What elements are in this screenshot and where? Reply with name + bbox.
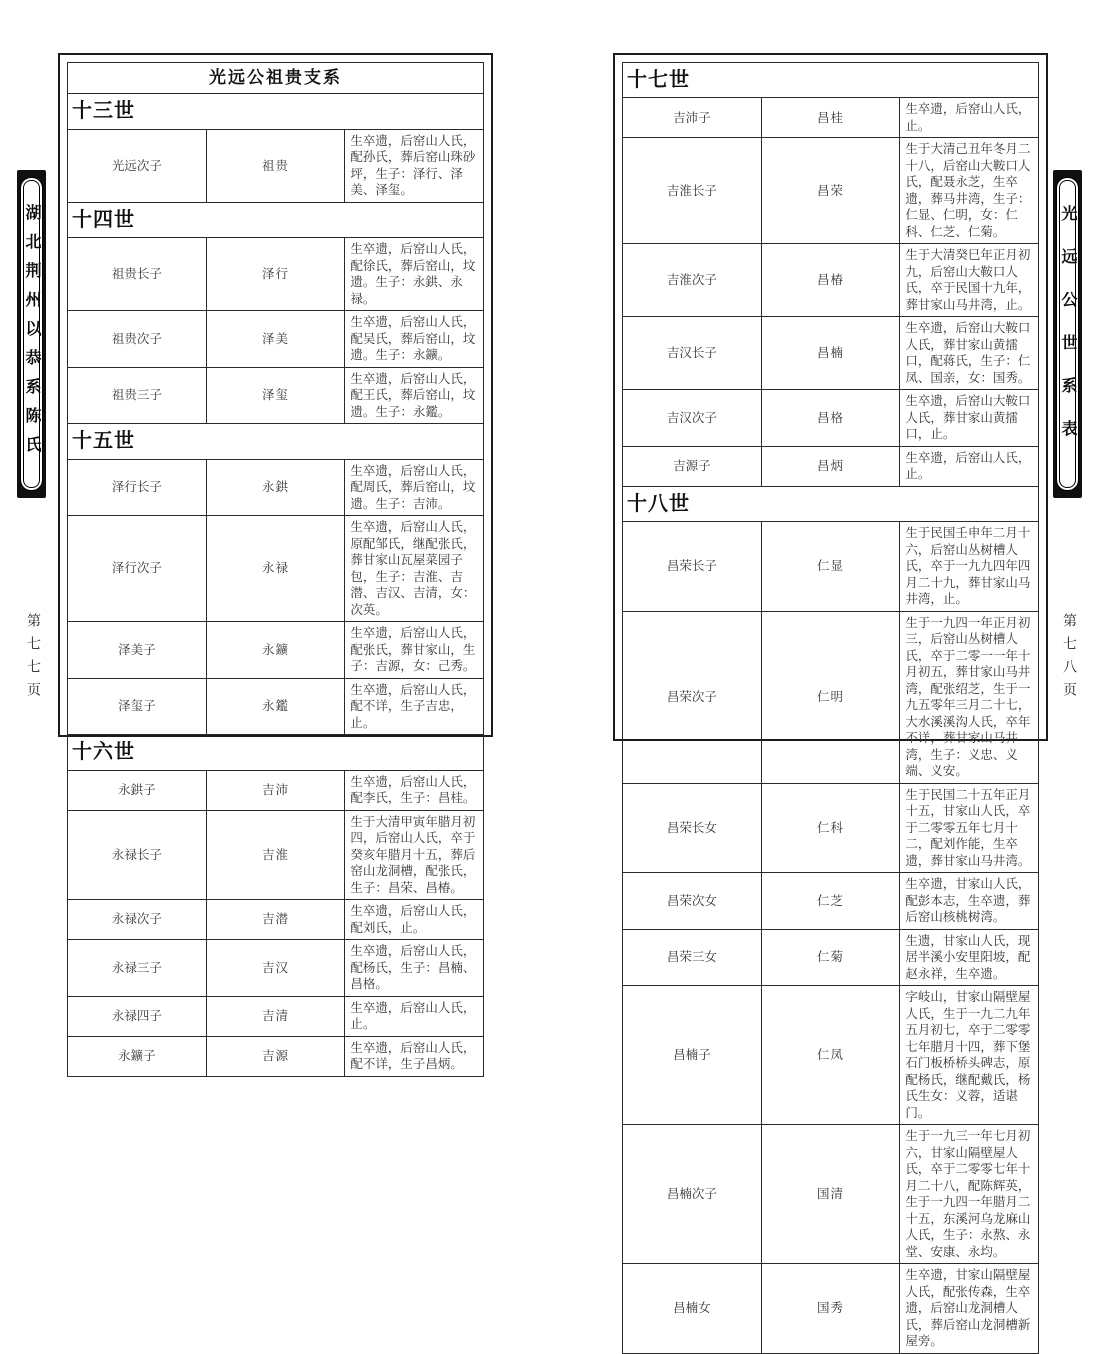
table-row	[68, 459, 484, 516]
relation-cell: 泽行长子	[68, 459, 207, 516]
detail-cell: 生于民国壬申年二月十六，后窑山丛树槽人氏，卒于一九九四年四月二十九，葬甘家山马井湾，止。	[900, 522, 1039, 612]
relation-cell: 永鉷子	[68, 770, 207, 810]
name-cell: 吉清	[206, 996, 345, 1036]
name-cell: 昌炳	[761, 446, 900, 486]
detail-cell: 生于大清甲寅年腊月初四，后窑山人氏，卒于癸亥年腊月十五，葬后窑山龙洞槽，配张氏，生子：昌荣、昌椿。	[345, 810, 484, 900]
left-volume-label	[17, 170, 46, 498]
generation-18-heading: 十八世	[623, 486, 1039, 521]
table-row	[623, 611, 1039, 783]
relation-cell: 吉汉次子	[623, 390, 762, 447]
table-row	[623, 317, 1039, 390]
detail-cell: 生卒遗，后窑山人氏，配李氏，生子：昌桂。	[345, 770, 484, 810]
table-row	[68, 810, 484, 900]
name-cell: 吉汉	[206, 940, 345, 997]
detail-cell: 生卒遗，后窑山人氏，配杨氏，生子：昌楠、昌格。	[345, 940, 484, 997]
right-genealogy-table	[622, 62, 1039, 1354]
relation-cell: 祖贵长子	[68, 238, 207, 311]
generation-heading-row	[68, 202, 484, 237]
relation-cell: 昌荣次子	[623, 611, 762, 783]
table-row	[68, 770, 484, 810]
detail-cell: 生卒遗，后窑山人氏，配不详，生子昌炳。	[345, 1036, 484, 1076]
detail-cell: 生于民国二十五年正月十五，甘家山人氏，卒于二零零五年七月十二，配刘作能，生卒遗，葬甘家山马井湾。	[900, 783, 1039, 873]
right-volume-label-panel	[1056, 177, 1079, 491]
left-genealogy-table	[67, 62, 484, 1077]
table-row	[623, 98, 1039, 138]
name-cell: 国清	[761, 1125, 900, 1264]
detail-cell: 生卒遗，后窑山人氏，配徐氏，葬后窑山，坟遗。生子：永鉷、永禄。	[345, 238, 484, 311]
generation-16-heading: 十六世	[68, 735, 484, 770]
detail-cell: 生卒遗，后窑山人氏，配张氏，葬甘家山，生子：吉源，女：己秀。	[345, 622, 484, 679]
relation-cell: 昌荣长女	[623, 783, 762, 873]
detail-cell: 生卒遗，后窑山人氏，配吴氏，葬后窑山，坟遗。生子：永鑛。	[345, 311, 484, 368]
detail-cell: 生于一九三一年七月初六，甘家山隔壁屋人氏，卒于二零零七年十月二十八，配陈辉英，生于一九四一年腊月二十五，东溪河乌龙麻山人氏，生子：永熬、永堂、安康、永均。	[900, 1125, 1039, 1264]
right-page	[613, 53, 1048, 1349]
generation-heading-row	[68, 735, 484, 770]
detail-cell: 生于大清癸巳年正月初九，后窑山大鞍口人氏，卒于民国十九年，葬甘家山马井湾，止。	[900, 244, 1039, 317]
relation-cell: 吉源子	[623, 446, 762, 486]
name-cell: 泽玺	[206, 367, 345, 424]
name-cell: 吉淮	[206, 810, 345, 900]
relation-cell: 昌荣次女	[623, 873, 762, 930]
name-cell: 永禄	[206, 516, 345, 622]
relation-cell: 昌荣三女	[623, 929, 762, 986]
name-cell: 仁菊	[761, 929, 900, 986]
detail-cell: 生卒遗，后窑山大鞍口人氏，葬甘家山黄擂口，止。	[900, 390, 1039, 447]
relation-cell: 永禄次子	[68, 900, 207, 940]
detail-cell: 生遗，甘家山人氏，现居半溪小安里阳坡，配赵永祥，生卒遗。	[900, 929, 1039, 986]
name-cell: 永鉷	[206, 459, 345, 516]
left-volume-label-text: 湖北荆州以恭系陈氏	[23, 203, 40, 465]
name-cell: 永鑛	[206, 622, 345, 679]
table-row	[623, 873, 1039, 930]
name-cell: 昌椿	[761, 244, 900, 317]
name-cell: 泽行	[206, 238, 345, 311]
name-cell: 昌荣	[761, 138, 900, 244]
relation-cell: 泽美子	[68, 622, 207, 679]
name-cell: 祖贵	[206, 129, 345, 202]
table-row	[68, 129, 484, 202]
detail-cell: 生于一九四一年正月初三，后窑山丛树槽人氏，卒于二零一一年十月初五，葬甘家山马井湾，配张绍芝，生于一九五零年三月二十七，大水溪溪沟人氏，卒年不详，葬甘家山马井湾，生子：义忠、义端、义安。	[900, 611, 1039, 783]
table-row	[68, 367, 484, 424]
relation-cell: 永鑛子	[68, 1036, 207, 1076]
relation-cell: 昌楠女	[623, 1264, 762, 1354]
table-row	[68, 940, 484, 997]
name-cell: 吉沛	[206, 770, 345, 810]
detail-cell: 生卒遗，后窑山人氏，配孙氏，葬后窑山珠砂坪，生子：泽行、泽美、泽玺。	[345, 129, 484, 202]
table-row	[623, 446, 1039, 486]
generation-heading-row	[623, 63, 1039, 98]
table-row	[623, 1125, 1039, 1264]
table-row	[623, 929, 1039, 986]
table-row	[623, 390, 1039, 447]
left-page-number: 第七七页	[25, 613, 40, 705]
detail-cell: 生卒遗，后窑山人氏，配不详，生子吉忠，止。	[345, 678, 484, 735]
relation-cell: 永禄三子	[68, 940, 207, 997]
table-row	[68, 311, 484, 368]
detail-cell: 生于大清己丑年冬月二十八，后窑山大鞍口人氏，配聂永芝，生卒遗，葬马井湾，生子：仁显、仁明，女：仁科、仁芝、仁菊。	[900, 138, 1039, 244]
relation-cell: 吉淮长子	[623, 138, 762, 244]
name-cell: 吉源	[206, 1036, 345, 1076]
table-row	[68, 678, 484, 735]
detail-cell: 生卒遗，后窑山人氏，止。	[345, 996, 484, 1036]
table-row	[623, 986, 1039, 1125]
detail-cell: 生卒遗，后窑山人氏，止。	[900, 98, 1039, 138]
relation-cell: 泽行次子	[68, 516, 207, 622]
generation-14-heading: 十四世	[68, 202, 484, 237]
detail-cell: 生卒遗，后窑山人氏，原配邹氏，继配张氏，葬甘家山瓦屋菜园子包，生子：吉淮、吉潜、吉汉、吉清，女：次英。	[345, 516, 484, 622]
table-row	[68, 516, 484, 622]
relation-cell: 光远次子	[68, 129, 207, 202]
table-row	[68, 1036, 484, 1076]
relation-cell: 昌荣长子	[623, 522, 762, 612]
relation-cell: 永禄长子	[68, 810, 207, 900]
table-row	[623, 138, 1039, 244]
generation-heading-row	[68, 94, 484, 129]
name-cell: 昌桂	[761, 98, 900, 138]
table-row	[68, 238, 484, 311]
generation-heading-row	[68, 424, 484, 459]
generation-heading-row	[623, 486, 1039, 521]
name-cell: 吉潜	[206, 900, 345, 940]
detail-cell: 生卒遗，后窑山人氏，配刘氏，止。	[345, 900, 484, 940]
table-row	[623, 244, 1039, 317]
relation-cell: 永禄四子	[68, 996, 207, 1036]
name-cell: 国秀	[761, 1264, 900, 1354]
detail-cell: 生卒遗，甘家山人氏，配彭本志，生卒遗，葬后窑山核桃树湾。	[900, 873, 1039, 930]
detail-cell: 生卒遗，后窑山人氏，配周氏，葬后窑山，坟遗。生子：吉沛。	[345, 459, 484, 516]
generation-17-heading: 十七世	[623, 63, 1039, 98]
relation-cell: 祖贵次子	[68, 311, 207, 368]
relation-cell: 吉沛子	[623, 98, 762, 138]
left-page	[58, 53, 493, 1071]
detail-cell: 生卒遗，后窑山人氏，止。	[900, 446, 1039, 486]
table-row	[623, 522, 1039, 612]
name-cell: 仁显	[761, 522, 900, 612]
left-volume-label-panel	[20, 177, 43, 491]
detail-cell: 生卒遗，后窑山人氏，配王氏，葬后窑山，坟遗。生子：永鑑。	[345, 367, 484, 424]
right-volume-label-text: 光远公世系表	[1059, 205, 1076, 463]
detail-cell: 字岐山，甘家山隔壁屋人氏，生于一九二九年五月初七，卒于二零零七年腊月十四，葬下堡石门板桥桥头碑志，原配杨氏，继配戴氏，杨氏生女：义蓉，适谌门。	[900, 986, 1039, 1125]
relation-cell: 泽玺子	[68, 678, 207, 735]
relation-cell: 吉汉长子	[623, 317, 762, 390]
table-row	[623, 783, 1039, 873]
generation-13-heading: 十三世	[68, 94, 484, 129]
relation-cell: 昌楠次子	[623, 1125, 762, 1264]
table-row	[68, 622, 484, 679]
name-cell: 泽美	[206, 311, 345, 368]
right-page-number: 第七八页	[1061, 613, 1076, 705]
detail-cell: 生卒遗，后窑山大鞍口人氏，葬甘家山黄擂口，配蒋氏，生子：仁凤、国亲，女：国秀。	[900, 317, 1039, 390]
name-cell: 仁科	[761, 783, 900, 873]
relation-cell: 昌楠子	[623, 986, 762, 1125]
name-cell: 仁芝	[761, 873, 900, 930]
right-volume-label	[1053, 170, 1082, 498]
name-cell: 昌格	[761, 390, 900, 447]
page-title-row	[68, 63, 484, 94]
page-title: 光远公祖贵支系	[68, 63, 484, 94]
generation-15-heading: 十五世	[68, 424, 484, 459]
table-row	[68, 996, 484, 1036]
name-cell: 永鑑	[206, 678, 345, 735]
name-cell: 昌楠	[761, 317, 900, 390]
name-cell: 仁明	[761, 611, 900, 783]
detail-cell: 生卒遗，甘家山隔壁屋人氏，配张传森，生卒遗，后窑山龙洞槽人氏，葬后窑山龙洞槽新屋旁。	[900, 1264, 1039, 1354]
relation-cell: 吉淮次子	[623, 244, 762, 317]
table-row	[68, 900, 484, 940]
table-row	[623, 1264, 1039, 1354]
name-cell: 仁凤	[761, 986, 900, 1125]
relation-cell: 祖贵三子	[68, 367, 207, 424]
